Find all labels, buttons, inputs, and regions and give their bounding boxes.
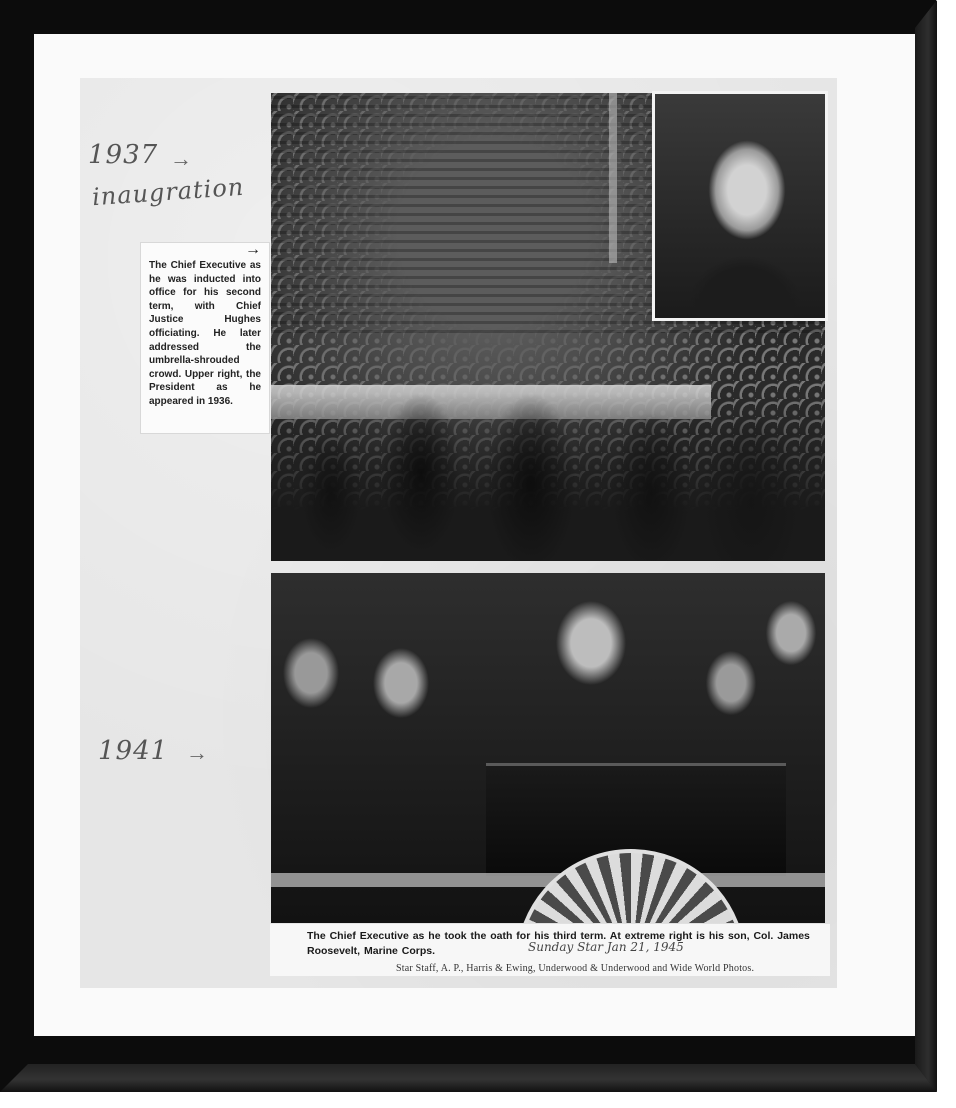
caption-1941-text: The Chief Executive as he took the oath for his third term. At extreme right is his son, Col. James Roosevelt, Marine Corps. (307, 930, 810, 957)
caption-1937-clipping (141, 243, 269, 433)
photo-credit-line: Star Staff, A. P., Harris & Ewing, Underwood & Underwood and Wide World Photos. (396, 963, 755, 974)
frame-bevel-right (915, 0, 937, 1092)
caption-1937-text: The Chief Executive as he was inducted into office for his second term, with Chief Justice Hughes officiating. He later addressed the umbrella-shrouded crowd. Upper right, the President as he appeared in 1936. (149, 260, 261, 407)
dignitaries-group (271, 393, 825, 561)
handwritten-inauguration-note: inaugration (91, 172, 246, 212)
handwritten-year-1941: 1941 (98, 736, 169, 766)
handwritten-arrow-icon: → (170, 146, 192, 171)
handwritten-source-date: Sunday Star Jan 21, 1945 (528, 940, 684, 954)
handwritten-arrow-icon: → (186, 740, 208, 765)
caption-arrow-icon: → (245, 241, 261, 258)
portrait-image (655, 94, 825, 318)
scaffold-pillar (609, 93, 617, 263)
handwritten-year-1937: 1937 (88, 140, 159, 170)
photo-1941-oath (271, 573, 825, 923)
photo-president-portrait-1936 (652, 91, 828, 321)
frame-bevel-bottom (0, 1064, 937, 1092)
